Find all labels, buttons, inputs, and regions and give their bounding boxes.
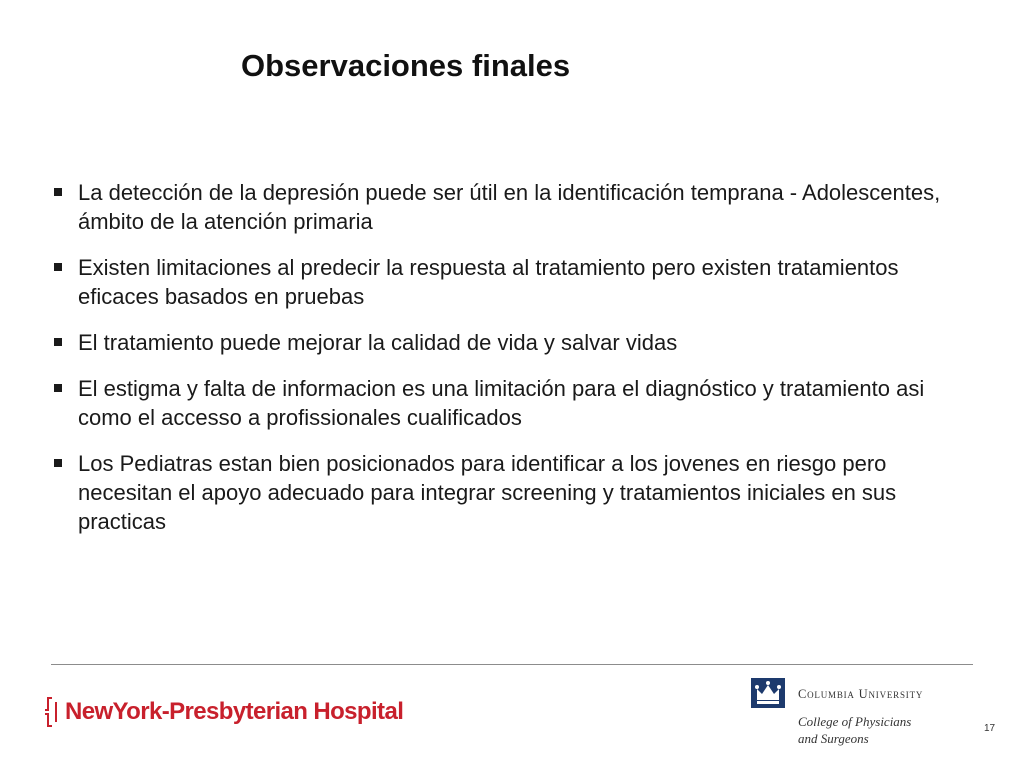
list-item: [54, 328, 974, 357]
list-item: [54, 374, 974, 432]
bullet-text: El tratamiento puede mejorar la calidad de vida y salvar vidas: [78, 330, 678, 355]
square-bullet-icon: [54, 263, 62, 271]
footer-divider: [51, 664, 973, 665]
bullet-text: Los Pediatras estan bien posicionados para identificar a los jovenes en riesgo pero necesitan el apoyo adecuado para integrar screening y tratamientos iniciales en sus practicas: [78, 451, 897, 534]
bullet-text: El estigma y falta de informacion es una limitación para el diagnóstico y tratamiento asi como el accesso a profissionales cualificados: [78, 376, 925, 430]
nyp-bracket-logo-icon: [44, 696, 60, 728]
bullet-list: [54, 178, 974, 553]
nyp-logo: [44, 694, 403, 730]
crown-icon: [751, 678, 785, 708]
square-bullet-icon: [54, 384, 62, 392]
list-item: [54, 178, 974, 236]
columbia-logo: [751, 678, 971, 758]
nyp-logo-text: NewYork-Presbyterian Hospital: [65, 698, 404, 725]
square-bullet-icon: [54, 338, 62, 346]
list-item: [54, 253, 974, 311]
list-item: [54, 449, 974, 536]
square-bullet-icon: [54, 459, 62, 467]
college-name-line-1: College of Physicians: [798, 714, 912, 729]
bullet-text: La detección de la depresión puede ser útil en la identificación temprana - Adolescentes, ámbito de la atención primaria: [78, 180, 941, 234]
college-name-line-2: and Surgeons: [798, 731, 869, 746]
square-bullet-icon: [54, 188, 62, 196]
bullet-text: Existen limitaciones al predecir la respuesta al tratamiento pero existen tratamientos eficaces basados en pruebas: [78, 255, 899, 309]
columbia-university-name: Columbia University: [798, 687, 924, 701]
slide-title: Observaciones finales: [241, 48, 571, 83]
page-number: 17: [984, 723, 996, 734]
